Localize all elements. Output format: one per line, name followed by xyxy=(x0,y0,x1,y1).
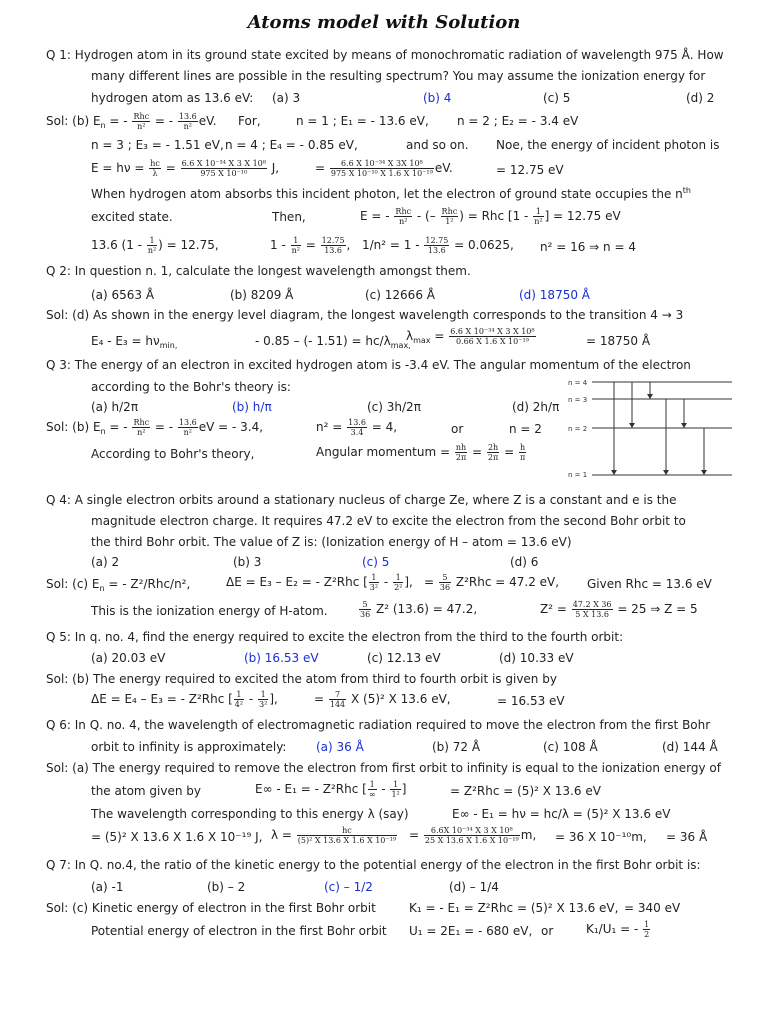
q1-sol-excited-state: excited state. xyxy=(91,210,173,224)
q5-option-c: (c) 12.13 eV xyxy=(367,651,441,665)
q1-sol-absorbs: When hydrogen atom absorbs this incident photon, let the electron of ground state occupies the $n^{th}$ xyxy=(91,186,691,201)
q6-sol-wavelength: The wavelength corresponding to this energy λ (say) xyxy=(91,807,409,821)
q2-sol-eq3: $\lambda_{max}$ = $\frac{\text{6.6 X 10⁻³⁴ X 3 X 10⁸}}{\text{0.66 X 1.6 X 10⁻¹⁹}}$ xyxy=(406,327,535,346)
q4-sol-ionization: This is the ionization energy of H-atom. xyxy=(91,604,328,618)
fraction: $\frac{\text{6.6 X 10⁻³⁴ X 3 X 10⁸}}{\text{0.66 X 1.6 X 10⁻¹⁹}}$ xyxy=(450,327,535,346)
fraction: $\frac{hc}{\lambda}$ xyxy=(150,159,160,178)
q1-sol-n2: n = 2 ; E₂ = - 3.4 eV xyxy=(457,114,579,128)
q1-sol-n3: n = 3 ; E₃ = - 1.51 eV, xyxy=(91,138,224,152)
q3-option-a: (a) h/2π xyxy=(91,400,139,414)
q2-sol-eq1: $E_4 - E_3 = h\nu_{min,}$ xyxy=(91,334,178,350)
q1-sol-photon-energy: E = hν = $\frac{hc}{\lambda}$ = $\frac{\text{6.6 X 10⁻³⁴ X 3 X 10⁸}}{\text{975 X 10⁻¹⁰}}$ J, xyxy=(91,159,280,178)
q3-question-line2: according to the Bohr's theory is: xyxy=(91,380,291,394)
q6-sol-atom-given: the atom given by xyxy=(91,784,201,798)
q1-sol-photon-ev: = $\frac{\text{6.6 X 10⁻³⁴ X 3X 10⁸}}{\text{975 X 10⁻¹⁰ X 1.6 X 10⁻¹⁹}}$ eV. xyxy=(315,159,453,178)
page-title: Atoms model with Solution xyxy=(247,12,521,33)
fraction: $\frac{12.75}{13.6}$ xyxy=(425,236,449,255)
q4-sol-calc: $\frac{5}{36}$ Z² (13.6) = 47.2, xyxy=(360,600,478,619)
level-label-n3: n = 3 xyxy=(568,396,588,404)
q5-sol-result: = 16.53 eV xyxy=(497,694,565,708)
q4-option-d: (d) 6 xyxy=(510,555,539,569)
q1-option-d: (d) 2 xyxy=(686,91,715,105)
q6-question: Q 6: In Q. no. 4, the wavelength of electromagnetic radiation required to move the electron from the first Bohr xyxy=(46,718,711,732)
q6-sol-result: = 36 Å xyxy=(666,830,708,844)
q2-sol-line1: Sol: (d) As shown in the energy level diagram, the longest wavelength corresponds to the transition 4 → 3 xyxy=(46,308,684,322)
q1-sol-then: Then, xyxy=(272,210,306,224)
q1-option-b: (b) 4 xyxy=(423,91,452,105)
fraction: $\frac{13.6}{\text{n²}}$ xyxy=(178,112,197,131)
q1-sol-n1: n = 1 ; E₁ = - 13.6 eV, xyxy=(296,114,429,128)
q7-question: Q 7: In Q. no.4, the ratio of the kinetic energy to the potential energy of the electron in the first Bohr orbit is: xyxy=(46,858,701,872)
q6-question-line2: orbit to infinity is approximately: xyxy=(91,740,287,754)
q6-sol-joules: = (5)² X 13.6 X 1.6 X 10⁻¹⁹ J, xyxy=(91,830,263,844)
q7-sol-u1: U₁ = 2E₁ = - 680 eV, xyxy=(409,924,533,938)
level-label-n1: n = 1 xyxy=(568,471,588,479)
q5-sol-calc: = $\frac{7}{144}$ X (5)² X 13.6 eV, xyxy=(314,690,451,709)
q6-option-c: (c) 108 Å xyxy=(543,740,598,754)
fraction: $\frac{1}{\text{1²}}$ xyxy=(391,780,400,799)
q7-sol-k1-result: = 340 eV xyxy=(624,901,681,915)
q6-sol-einf-e1: E∞ - E₁ = - Z²Rhc [ $\frac{1}{\infty}$ - $\frac{1}{\text{1²}}$ ] xyxy=(255,780,407,799)
q1-sol-and-so-on: and so on. xyxy=(406,138,469,152)
q1-sol-calc2: 1 - $\frac{1}{\text{n²}}$ = $\frac{12.75}{13.6}$ , xyxy=(270,236,351,255)
q3-sol-line1: Sol: (b) $E_n$ = - $\frac{\text{Rhc}}{\text{n²}}$ = - $\frac{13.6}{\text{n²}}$ eV = - 3.4, xyxy=(46,418,264,437)
fraction: $\frac{1}{\text{n²}}$ xyxy=(147,236,157,255)
fraction: $\frac{1}{\text{3²}}$ xyxy=(369,573,379,592)
q4-sol-line1-en: Sol: (c) $E_n$ = - Z²/Rhc/n², xyxy=(46,577,191,593)
q6-sol-hv: E∞ - E₁ = hν = hc/λ = (5)² X 13.6 eV xyxy=(452,807,671,821)
fraction: $\frac{\text{Rhc}}{\text{1²}}$ xyxy=(441,207,458,226)
q2-option-b: (b) 8209 Å xyxy=(230,288,294,302)
q3-question: Q 3: The energy of an electron in excited hydrogen atom is -3.4 eV. The angular momentum of the electron xyxy=(46,358,691,372)
q5-question: Q 5: In q. no. 4, find the energy required to excite the electron from the third to the fourth orbit: xyxy=(46,630,624,644)
q6-sol-meters: = 36 X 10⁻¹⁰m, xyxy=(555,830,647,844)
q7-option-c: (c) – 1/2 xyxy=(324,880,373,894)
fraction: $\frac{1}{\text{n²}}$ xyxy=(291,236,300,255)
fraction: $\frac{2h}{2\pi}$ xyxy=(487,443,499,462)
q4-option-a: (a) 2 xyxy=(91,555,120,569)
q6-option-d: (d) 144 Å xyxy=(662,740,718,754)
q4-question-line3: the third Bohr orbit. The value of Z is: (Ionization energy of H – atom = 13.6 eV) xyxy=(91,535,572,549)
q7-sol-ratio: K₁/U₁ = - $\frac{1}{2}$ xyxy=(586,920,650,939)
q4-sol-result: Z² = $\frac{47.2 X 36}{5 X 13.6}$ = 25 ⇒ Z = 5 xyxy=(540,600,698,619)
level-label-n2: n = 2 xyxy=(568,425,588,433)
q2-question: Q 2: In question n. 1, calculate the longest wavelength amongst them. xyxy=(46,264,471,278)
fraction: $\frac{\text{6.6X 10⁻³⁴ X 3 X 10⁸}}{\text{25 X 13.6 X 1.6 X 10⁻¹⁹}}$ xyxy=(424,826,519,845)
q4-question-line2: magnitude electron charge. It requires 47.2 eV to excite the electron from the second Bohr orbit to xyxy=(91,514,686,528)
q4-sol-z2rhc: = $\frac{5}{36}$ Z²Rhc = 47.2 eV, xyxy=(424,573,560,592)
fraction: $\frac{1}{\text{n²}}$ xyxy=(534,207,543,226)
fraction: $\frac{5}{36}$ xyxy=(439,573,451,592)
energy-level-diagram xyxy=(566,375,736,480)
fraction: $\frac{hc}{\text{(5)² X 13.6 X 1.6 X 10⁻¹⁹}}$ xyxy=(297,826,397,845)
fraction: $\frac{1}{2}$ xyxy=(644,920,650,939)
q4-sol-given: Given Rhc = 13.6 eV xyxy=(587,577,712,591)
q3-sol-n-equals: n = 2 xyxy=(509,422,542,436)
fraction: $\frac{47.2 X 36}{5 X 13.6}$ xyxy=(572,600,612,619)
q3-option-c: (c) 3h/2π xyxy=(367,400,421,414)
fraction: $\frac{1}{\text{2²}}$ xyxy=(394,573,403,592)
fraction: $\frac{1}{\text{4²}}$ xyxy=(234,690,244,709)
q7-sol-or: or xyxy=(541,924,554,938)
q1-sol-line1-eq: Sol: (b) $E_n$ = - $\frac{\text{Rhc}}{\text{n²}}$ = - $\frac{13.6}{\text{n²}}$ eV. xyxy=(46,112,217,131)
fraction: $\frac{7}{144}$ xyxy=(329,690,346,709)
q5-option-a: (a) 20.03 eV xyxy=(91,651,166,665)
fraction: $\frac{13.6}{3.4}$ xyxy=(348,418,366,437)
fraction: $\frac{\text{Rhc}}{\text{n²}}$ xyxy=(395,207,412,226)
q5-sol-line1: Sol: (b) The energy required to excited the atom from third to fourth orbit is given by xyxy=(46,672,557,686)
q1-sol-for: For, xyxy=(238,114,261,128)
q3-sol-bohr-theory: According to Bohr's theory, xyxy=(91,447,255,461)
q5-option-d: (d) 10.33 eV xyxy=(499,651,574,665)
fraction: $\frac{13.6}{\text{n²}}$ xyxy=(178,418,197,437)
q5-option-b: (b) 16.53 eV xyxy=(244,651,319,665)
level-label-n4: n = 4 xyxy=(568,379,588,387)
q1-sol-n4: n = 4 ; E₄ = - 0.85 eV, xyxy=(225,138,358,152)
q1-sol-calc3: 1/n² = 1 - $\frac{12.75}{13.6}$ = 0.0625, xyxy=(362,236,514,255)
q3-sol-n-squared: n² = $\frac{13.6}{3.4}$ = 4, xyxy=(316,418,398,437)
q4-sol-delta-e: ΔE = E₃ – E₂ = - Z²Rhc [ $\frac{1}{\text{3²}}$ - $\frac{1}{\text{2²}}$ ], xyxy=(226,573,413,592)
q7-option-d: (d) – 1/4 xyxy=(449,880,499,894)
fraction: $\frac{h}{\pi}$ xyxy=(519,443,526,462)
q3-option-b: (b) h/π xyxy=(232,400,272,414)
fraction: $\frac{5}{36}$ xyxy=(360,600,371,619)
q3-sol-or: or xyxy=(451,422,464,436)
q1-option-a: (a) 3 xyxy=(272,91,301,105)
q7-sol-k1: K₁ = - E₁ = Z²Rhc = (5)² X 13.6 eV, xyxy=(409,901,619,915)
q2-option-a: (a) 6563 Å xyxy=(91,288,155,302)
q1-sol-photon-result: = 12.75 eV xyxy=(496,163,564,177)
fraction: $\frac{nh}{2\pi}$ xyxy=(455,443,467,462)
q6-sol-calc: = $\frac{\text{6.6X 10⁻³⁴ X 3 X 10⁸}}{\text{25 X 13.6 X 1.6 X 10⁻¹⁹}}$ m, xyxy=(409,826,537,845)
q2-option-d: (d) 18750 Å xyxy=(519,288,590,302)
q1-sol-result: n² = 16 ⇒ n = 4 xyxy=(540,240,636,254)
q3-sol-angular-momentum: Angular momentum = $\frac{nh}{2\pi}$ = $\frac{2h}{2\pi}$ = $\frac{h}{\pi}$ xyxy=(316,443,526,462)
fraction: $\frac{\text{6.6 X 10⁻³⁴ X 3X 10⁸}}{\text{975 X 10⁻¹⁰ X 1.6 X 10⁻¹⁹}}$ xyxy=(330,159,433,178)
fraction: $\frac{\text{Rhc}}{\text{n²}}$ xyxy=(133,112,150,131)
q6-option-a: (a) 36 Å xyxy=(316,740,364,754)
q1-question: Q 1: Hydrogen atom in its ground state excited by means of monochromatic radiation of wavelength 975 Å. How xyxy=(46,48,724,62)
q1-sol-energy-eq: E = - $\frac{\text{Rhc}}{\text{n²}}$ - (– $\frac{\text{Rhc}}{\text{1²}}$ ) = Rhc [1 - $\frac{1}{\text{n²}}$ ] = 12.75 eV xyxy=(360,207,621,226)
q1-question-line2: many different lines are possible in the resulting spectrum? You may assume the ionization energy for xyxy=(91,69,706,83)
fraction: $\frac{\text{6.6 X 10⁻³⁴ X 3 X 10⁸}}{\text{975 X 10⁻¹⁰}}$ xyxy=(181,159,266,178)
q6-option-b: (b) 72 Å xyxy=(432,740,481,754)
q7-option-a: (a) -1 xyxy=(91,880,124,894)
q7-sol-potential: Potential energy of electron in the first Bohr orbit xyxy=(91,924,387,938)
q6-sol-z2rhc: = Z²Rhc = (5)² X 13.6 eV xyxy=(450,784,601,798)
fraction: $\frac{1}{\infty}$ xyxy=(368,780,376,799)
q4-question: Q 4: A single electron orbits around a stationary nucleus of charge Ze, where Z is a constant and e is the xyxy=(46,493,677,507)
q2-sol-result: = 18750 Å xyxy=(586,334,651,348)
q6-sol-line1: Sol: (a) The energy required to remove the electron from first orbit to infinity is equal to the ionization energy of xyxy=(46,761,721,775)
q7-sol-kinetic: Sol: (c) Kinetic energy of electron in the first Bohr orbit xyxy=(46,901,376,915)
q1-sol-calc1: 13.6 (1 - $\frac{1}{\text{n²}}$ ) = 12.75, xyxy=(91,236,219,255)
q5-sol-delta-e: ΔE = E₄ – E₃ = - Z²Rhc [ $\frac{1}{\text{4²}}$ - $\frac{1}{\text{3²}}$ ], xyxy=(91,690,278,709)
q2-option-c: (c) 12666 Å xyxy=(365,288,435,302)
fraction: $\frac{1}{\text{3²}}$ xyxy=(259,690,268,709)
fraction: $\frac{\text{Rhc}}{\text{n²}}$ xyxy=(133,418,150,437)
q1-option-c: (c) 5 xyxy=(543,91,571,105)
q4-option-c: (c) 5 xyxy=(362,555,390,569)
q2-sol-eq2: - 0.85 – (- $1.51) = hc/\lambda_{max,}$ xyxy=(255,334,411,350)
q6-sol-lambda: λ = $\frac{hc}{\text{(5)² X 13.6 X 1.6 X 10⁻¹⁹}}$ xyxy=(271,826,397,845)
q3-option-d: (d) 2h/π xyxy=(512,400,560,414)
q4-option-b: (b) 3 xyxy=(233,555,262,569)
q1-sol-noe: Noe, the energy of incident photon is xyxy=(496,138,720,152)
fraction: $\frac{12.75}{13.6}$ xyxy=(321,236,345,255)
q1-question-line3: hydrogen atom as 13.6 eV: xyxy=(91,91,254,105)
q7-option-b: (b) – 2 xyxy=(207,880,246,894)
